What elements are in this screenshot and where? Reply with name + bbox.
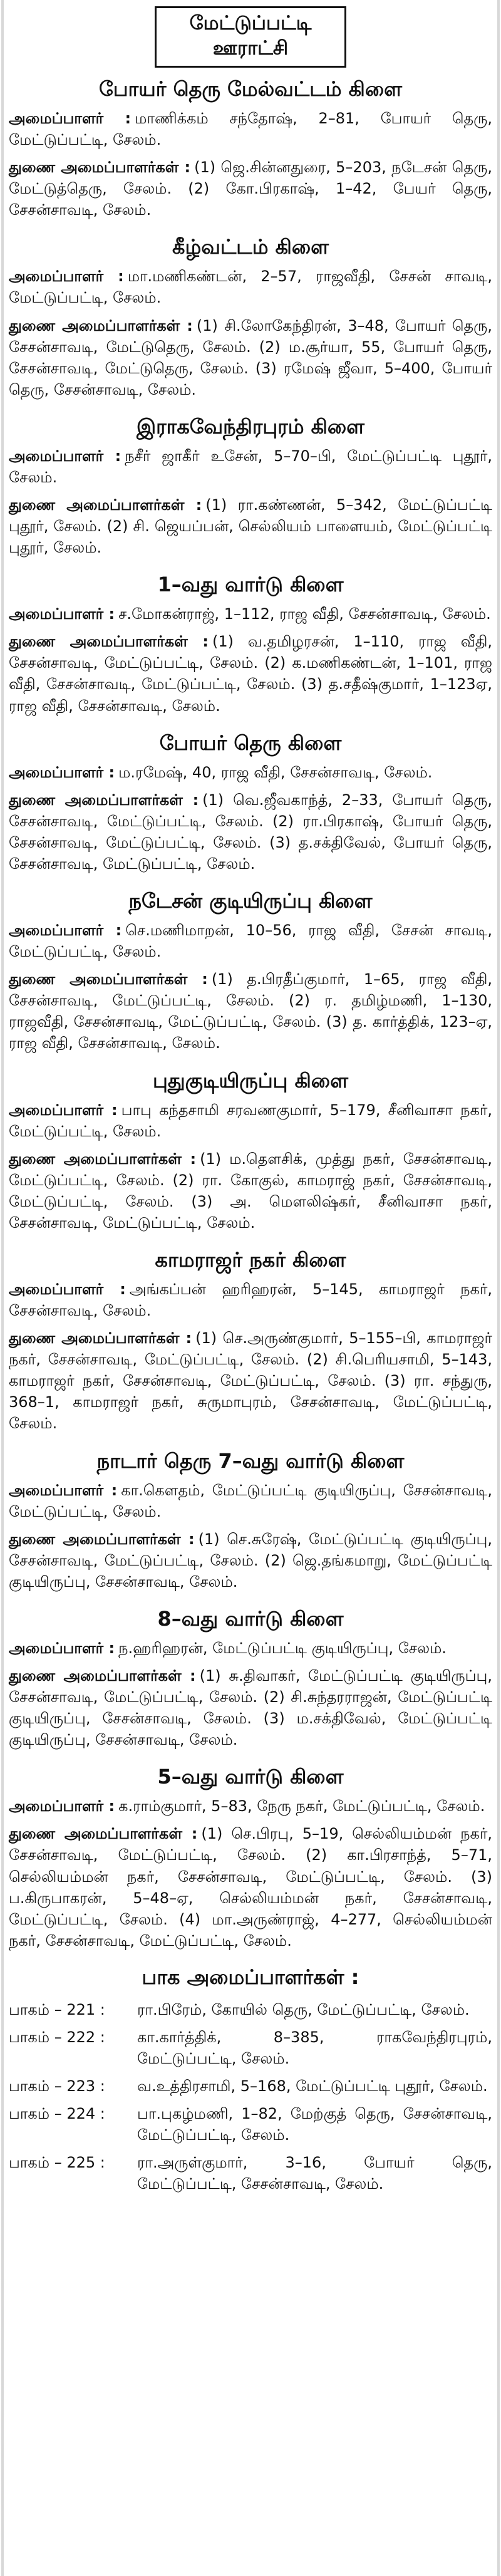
organizer-details: செ.மணிமாறன், 10–56, ராஜ வீதி, சேசன் சாவடி, மேட்டுப்பட்டி, சேலம். bbox=[9, 922, 492, 961]
organizer-label: அமைப்பாளர் : bbox=[9, 1101, 118, 1119]
branch-title: புதுகுடியிருப்பு கிளை bbox=[153, 1068, 348, 1093]
deputy-details: (1) ரா.கண்ணன், 5–342, மேட்டுப்பட்டி புதூர், சேலம். (2) சி. ஜெயப்பன், செல்லியம் பாளையம், மேட்டுப்பட்டி புதூர், சேலம். bbox=[9, 496, 492, 557]
deputy-details: (1) ஜெ.சின்னதுரை, 5–203, நடேசன் தெரு, மேட்டுத்தெரு, சேலம். (2) கோ.பிரகாஷ், 1–42, பேயர் தெரு, சேசன்சாவடி, சேலம். bbox=[9, 158, 492, 219]
deputy-details: (1) செ.அருண்குமார், 5–155–பி, காமராஜர் நகர், சேசன்சாவடி, மேட்டுப்பட்டி, சேலம். (2) சி.பெரியசாமி, 5–143, காமராஜர் நகர், சேசன்சாவடி, மேட்டுப்பட்டி, சேலம். (3) ரா. சந்துரு, 368–1, காமராஜர் நகர், சுருமாபுரம், சேசன்சாவடி, மேட்டுப்பட்டி, சேலம். bbox=[9, 1329, 492, 1433]
deputy-row bbox=[9, 1665, 492, 1750]
deputy-row bbox=[9, 315, 492, 400]
branch-title: 1–வது வார்டு கிளை bbox=[157, 573, 344, 597]
organizer-row bbox=[9, 1638, 492, 1659]
booth-agent-row bbox=[9, 2103, 492, 2146]
organizer-label: அமைப்பாளர் : bbox=[9, 1481, 118, 1499]
deputy-row bbox=[9, 969, 492, 1054]
booth-number: பாகம் – 223 : bbox=[9, 2077, 105, 2096]
organizer-details: ச.மோகன்ராஜ், 1–112, ராஜ வீதி, சேசன்சாவடி, சேலம். bbox=[118, 605, 491, 623]
booth-agent-details: பா.புகழ்மணி, 1–82, மேற்குத் தெரு, சேசன்சாவடி, மேட்டுப்பட்டி, சேலம். bbox=[137, 2105, 492, 2144]
branch-card bbox=[9, 1448, 492, 1592]
organizer-row bbox=[9, 445, 492, 488]
organizer-details: க.ராம்குமார், 5–83, நேரு நகர், மேட்டுப்பட்டி, சேலம். bbox=[118, 1797, 485, 1815]
booth-agent-row bbox=[9, 2075, 492, 2097]
booth-section-title: பாக அமைப்பாளர்கள் : bbox=[142, 1965, 359, 1989]
deputy-row bbox=[9, 1823, 492, 1951]
organizer-details: நசீர் ஜாகீர் உசேன், 5–70–பி, மேட்டுப்பட்டி புதூர், சேலம். bbox=[9, 447, 493, 486]
organizer-label: அமைப்பாளர் : bbox=[9, 267, 124, 286]
booth-agent-details: கா.கார்த்திக், 8–385, ராகவேந்திரபுரம், மேட்டுப்பட்டி, சேலம். bbox=[137, 2028, 492, 2067]
deputy-label: துணை அமைப்பாளர்கள் : bbox=[9, 1825, 198, 1843]
deputy-details: (1) சி.லோகேந்திரன், 3–48, போயர் தெரு, சேசன்சாவடி, மேட்டுதெரு, சேலம். (2) ம.சூர்யா, 55, போயர் தெரு, சேசன்சாவடி, மேட்டுதெரு, சேலம். (3) ரமேஷ் ஜீவா, 5–400, போயர் தெரு, சேசன்சாவடி, சேலம். bbox=[9, 316, 493, 398]
organizer-details: அங்கப்பன் ஹரிஹரன், 5–145, காமராஜர் நகர், சேசன்சாவடி, சேலம். bbox=[9, 1280, 492, 1320]
organizer-details: ம.ரமேஷ், 40, ராஜ வீதி, சேசன்சாவடி, சேலம். bbox=[118, 763, 433, 781]
booth-number: பாகம் – 224 : bbox=[9, 2105, 105, 2123]
branch-title: போயர் தெரு மேல்வட்டம் கிளை bbox=[99, 77, 402, 101]
deputy-row bbox=[9, 1148, 492, 1233]
branch-title: போயர் தெரு கிளை bbox=[159, 730, 342, 755]
branch-card bbox=[9, 1606, 492, 1750]
branch-card bbox=[9, 1764, 492, 1951]
organizer-details: மாணிக்கம் சந்தோஷ், 2–81, போயர் தெரு, மேட்டுப்பட்டி, சேலம். bbox=[9, 110, 492, 149]
branch-card bbox=[9, 888, 492, 1054]
deputy-label: துணை அமைப்பாளர்கள் : bbox=[9, 158, 191, 177]
organizer-label: அமைப்பாளர் : bbox=[9, 447, 121, 465]
deputy-label: துணை அமைப்பாளர்கள் : bbox=[9, 970, 208, 989]
booth-agent-details: ரா.அருள்குமார், 3–16, போயர் தெரு, மேட்டுப்பட்டி, சேசன்சாவடி, சேலம். bbox=[137, 2154, 492, 2193]
branch-card bbox=[9, 1068, 492, 1233]
branch-title: நடேசன் குடியிருப்பு கிளை bbox=[128, 889, 373, 913]
booth-agent-details: வ.உத்திரசாமி, 5–168, மேட்டுப்பட்டி புதூர், சேலம். bbox=[137, 2077, 488, 2096]
branch-title: இராகவேந்திரபுரம் கிளை bbox=[136, 414, 365, 439]
organizer-row bbox=[9, 1480, 492, 1522]
deputy-row bbox=[9, 789, 492, 875]
branch-title: 8–வது வார்டு கிளை bbox=[157, 1606, 344, 1631]
organizer-label: அமைப்பாளர் : bbox=[9, 922, 122, 940]
page-title: மேட்டுப்பட்டி ஊராட்சி bbox=[155, 6, 346, 68]
organizer-row bbox=[9, 762, 492, 783]
organizer-label: அமைப்பாளர் : bbox=[9, 763, 115, 781]
deputy-label: துணை அமைப்பாளர்கள் : bbox=[9, 633, 209, 651]
deputy-label: துணை அமைப்பாளர்கள் : bbox=[9, 1150, 197, 1168]
organizer-label: அமைப்பாளர் : bbox=[9, 605, 115, 623]
organizer-label: அமைப்பாளர் : bbox=[9, 110, 132, 127]
branch-card bbox=[9, 572, 492, 716]
booth-agent-row bbox=[9, 1999, 492, 2020]
branch-title: 5–வது வார்டு கிளை bbox=[157, 1765, 344, 1789]
deputy-details: (1) சு.திவாகர், மேட்டுப்பட்டி குடியிருப்பு, சேசன்சாவடி, மேட்டுப்பட்டி, சேலம். (2) சி.சுந்தரராஜன், மேட்டுப்பட்டி குடியிருப்பு, சேசன்சாவடி, சேலம். (3) ம.சக்திவேல், மேட்டுப்பட்டி குடியிருப்பு, சேசன்சாவடி, சேலம். bbox=[9, 1666, 493, 1749]
branch-card bbox=[9, 76, 492, 221]
organizer-row bbox=[9, 920, 492, 962]
organizer-row bbox=[9, 266, 492, 308]
deputy-label: துணை அமைப்பாளர்கள் : bbox=[9, 1666, 196, 1685]
branch-title: கீழ்வட்டம் கிளை bbox=[172, 235, 329, 259]
branch-card bbox=[9, 1247, 492, 1435]
deputy-label: துணை அமைப்பாளர்கள் : bbox=[9, 791, 199, 809]
deputy-details: (1) செ.சுரேஷ், மேட்டுப்பட்டி குடியிருப்பு, சேசன்சாவடி, மேட்டுப்பட்டி, சேலம். (2) ஜெ.தங்கமாறு, மேட்டுப்பட்டி குடியிருப்பு, சேசன்சாவடி, சேலம். bbox=[9, 1530, 493, 1591]
booth-agent-row bbox=[9, 2027, 492, 2069]
organizer-row bbox=[9, 1099, 492, 1142]
deputy-label: துணை அமைப்பாளர்கள் : bbox=[9, 316, 193, 335]
deputy-row bbox=[9, 494, 492, 558]
deputy-details: (1) செ.பிரபு, 5–19, செல்லியம்மன் நகர், சேசன்சாவடி, மேட்டுப்பட்டி, சேலம். (2) கா.பிரசாந்த், 5–71, செல்லியம்மன் நகர், சேசன்சாவடி, மேட்டுப்பட்டி, சேலம். (3) ப.கிருபாகரன், 5–48–ஏ, செல்லியம்மன் நகர், சேசன்சாவடி, மேட்டுப்பட்டி, சேலம். (4) மா.அருண்ராஜ், 4–277, செல்லியம்மன் நகர், சேசன்சாவடி, மேட்டுப்பட்டி, சேலம். bbox=[9, 1825, 493, 1950]
deputy-details: (1) வ.தமிழரசன், 1–110, ராஜ வீதி, சேசன்சாவடி, மேட்டுப்பட்டி, சேலம். (2) க.மணிகண்டன், 1–101, ராஜ வீதி, சேசன்சாவடி, மேட்டுப்பட்டி, சேலம். (3) த.சதீஷ்குமார், 1–123ஏ, ராஜ வீதி, சேசன்சாவடி, சேலம். bbox=[9, 633, 492, 715]
branch-card bbox=[9, 234, 492, 400]
deputy-row bbox=[9, 157, 492, 221]
right-page-edge bbox=[497, 0, 500, 2576]
deputy-row bbox=[9, 631, 492, 716]
left-page-edge bbox=[1, 0, 4, 2576]
booth-agent-details: ரா.பிரேம், கோயில் தெரு, மேட்டுப்பட்டி, சேலம். bbox=[137, 2000, 470, 2018]
booth-number: பாகம் – 225 : bbox=[9, 2154, 105, 2172]
organizer-label: அமைப்பாளர் : bbox=[9, 1797, 115, 1815]
branch-card bbox=[9, 414, 492, 558]
deputy-row bbox=[9, 1327, 492, 1434]
booth-number: பாகம் – 221 : bbox=[9, 2000, 105, 2018]
deputy-row bbox=[9, 1529, 492, 1592]
booth-number: பாகம் – 222 : bbox=[9, 2028, 105, 2046]
deputy-label: துணை அமைப்பாளர்கள் : bbox=[9, 1329, 192, 1348]
organizer-details: பாபு கந்தசாமி சரவணகுமார், 5–179, சீனிவாசா நகர், மேட்டுப்பட்டி, சேலம். bbox=[9, 1101, 492, 1140]
organizer-label: அமைப்பாளர் : bbox=[9, 1639, 115, 1657]
deputy-label: துணை அமைப்பாளர்கள் : bbox=[9, 1530, 195, 1548]
organizer-row bbox=[9, 108, 492, 150]
organizer-details: கா.கௌதம், மேட்டுப்பட்டி குடியிருப்பு, சேசன்சாவடி, மேட்டுப்பட்டி, சேலம். bbox=[9, 1481, 492, 1520]
organizer-row bbox=[9, 1795, 492, 1817]
branch-card bbox=[9, 730, 492, 875]
organizer-label: அமைப்பாளர் : bbox=[9, 1280, 126, 1298]
deputy-details: (1) வெ.ஜீவகாந்த், 2–33, போயர் தெரு, சேசன்சாவடி, மேட்டுப்பட்டி, சேலம். (2) ரா.பிரகாஷ், போயர் தெரு, சேசன்சாவடி, மேட்டுப்பட்டி, சேலம். (3) த.சக்திவேல், போயர் தெரு, சேசன்சாவடி, மேட்டுப்பட்டி, சேலம். bbox=[9, 791, 492, 873]
booth-agent-row bbox=[9, 2152, 492, 2194]
deputy-label: துணை அமைப்பாளர்கள் : bbox=[9, 496, 202, 514]
branch-title: காமராஜர் நகர் கிளை bbox=[155, 1247, 346, 1272]
branch-title: நாடார் தெரு 7–வது வார்டு கிளை bbox=[96, 1448, 405, 1473]
organizer-details: ந.ஹரிஹரன், மேட்டுப்பட்டி குடியிருப்பு, சேலம். bbox=[118, 1639, 447, 1657]
organizer-row bbox=[9, 603, 492, 625]
organizer-details: மா.மணிகண்டன், 2–57, ராஜவீதி, சேசன் சாவடி, மேட்டுப்பட்டி, சேலம். bbox=[9, 267, 492, 307]
deputy-details: (1) த.பிரதீப்குமார், 1–65, ராஜ வீதி, சேசன்சாவடி, மேட்டுப்பட்டி, சேலம். (2) ர. தமிழ்மணி, 1–130, ராஜவீதி, சேசன்சாவடி, மேட்டுப்பட்டி, சேலம். (3) த. கார்த்திக், 123–ஏ, ராஜ வீதி, சேசன்சாவடி, சேலம். bbox=[9, 970, 493, 1052]
deputy-details: (1) ம.தெளசிக், முத்து நகர், சேசன்சாவடி, மேட்டுப்பட்டி, சேலம். (2) ரா. கோகுல், காமராஜ் நகர், சேசன்சாவடி, மேட்டுப்பட்டி, சேலம். (3) அ. மௌலிஷ்கர், சீனிவாசா நகர், சேசன்சாவடி, மேட்டுப்பட்டி, சேலம். bbox=[9, 1150, 492, 1232]
organizer-row bbox=[9, 1279, 492, 1321]
